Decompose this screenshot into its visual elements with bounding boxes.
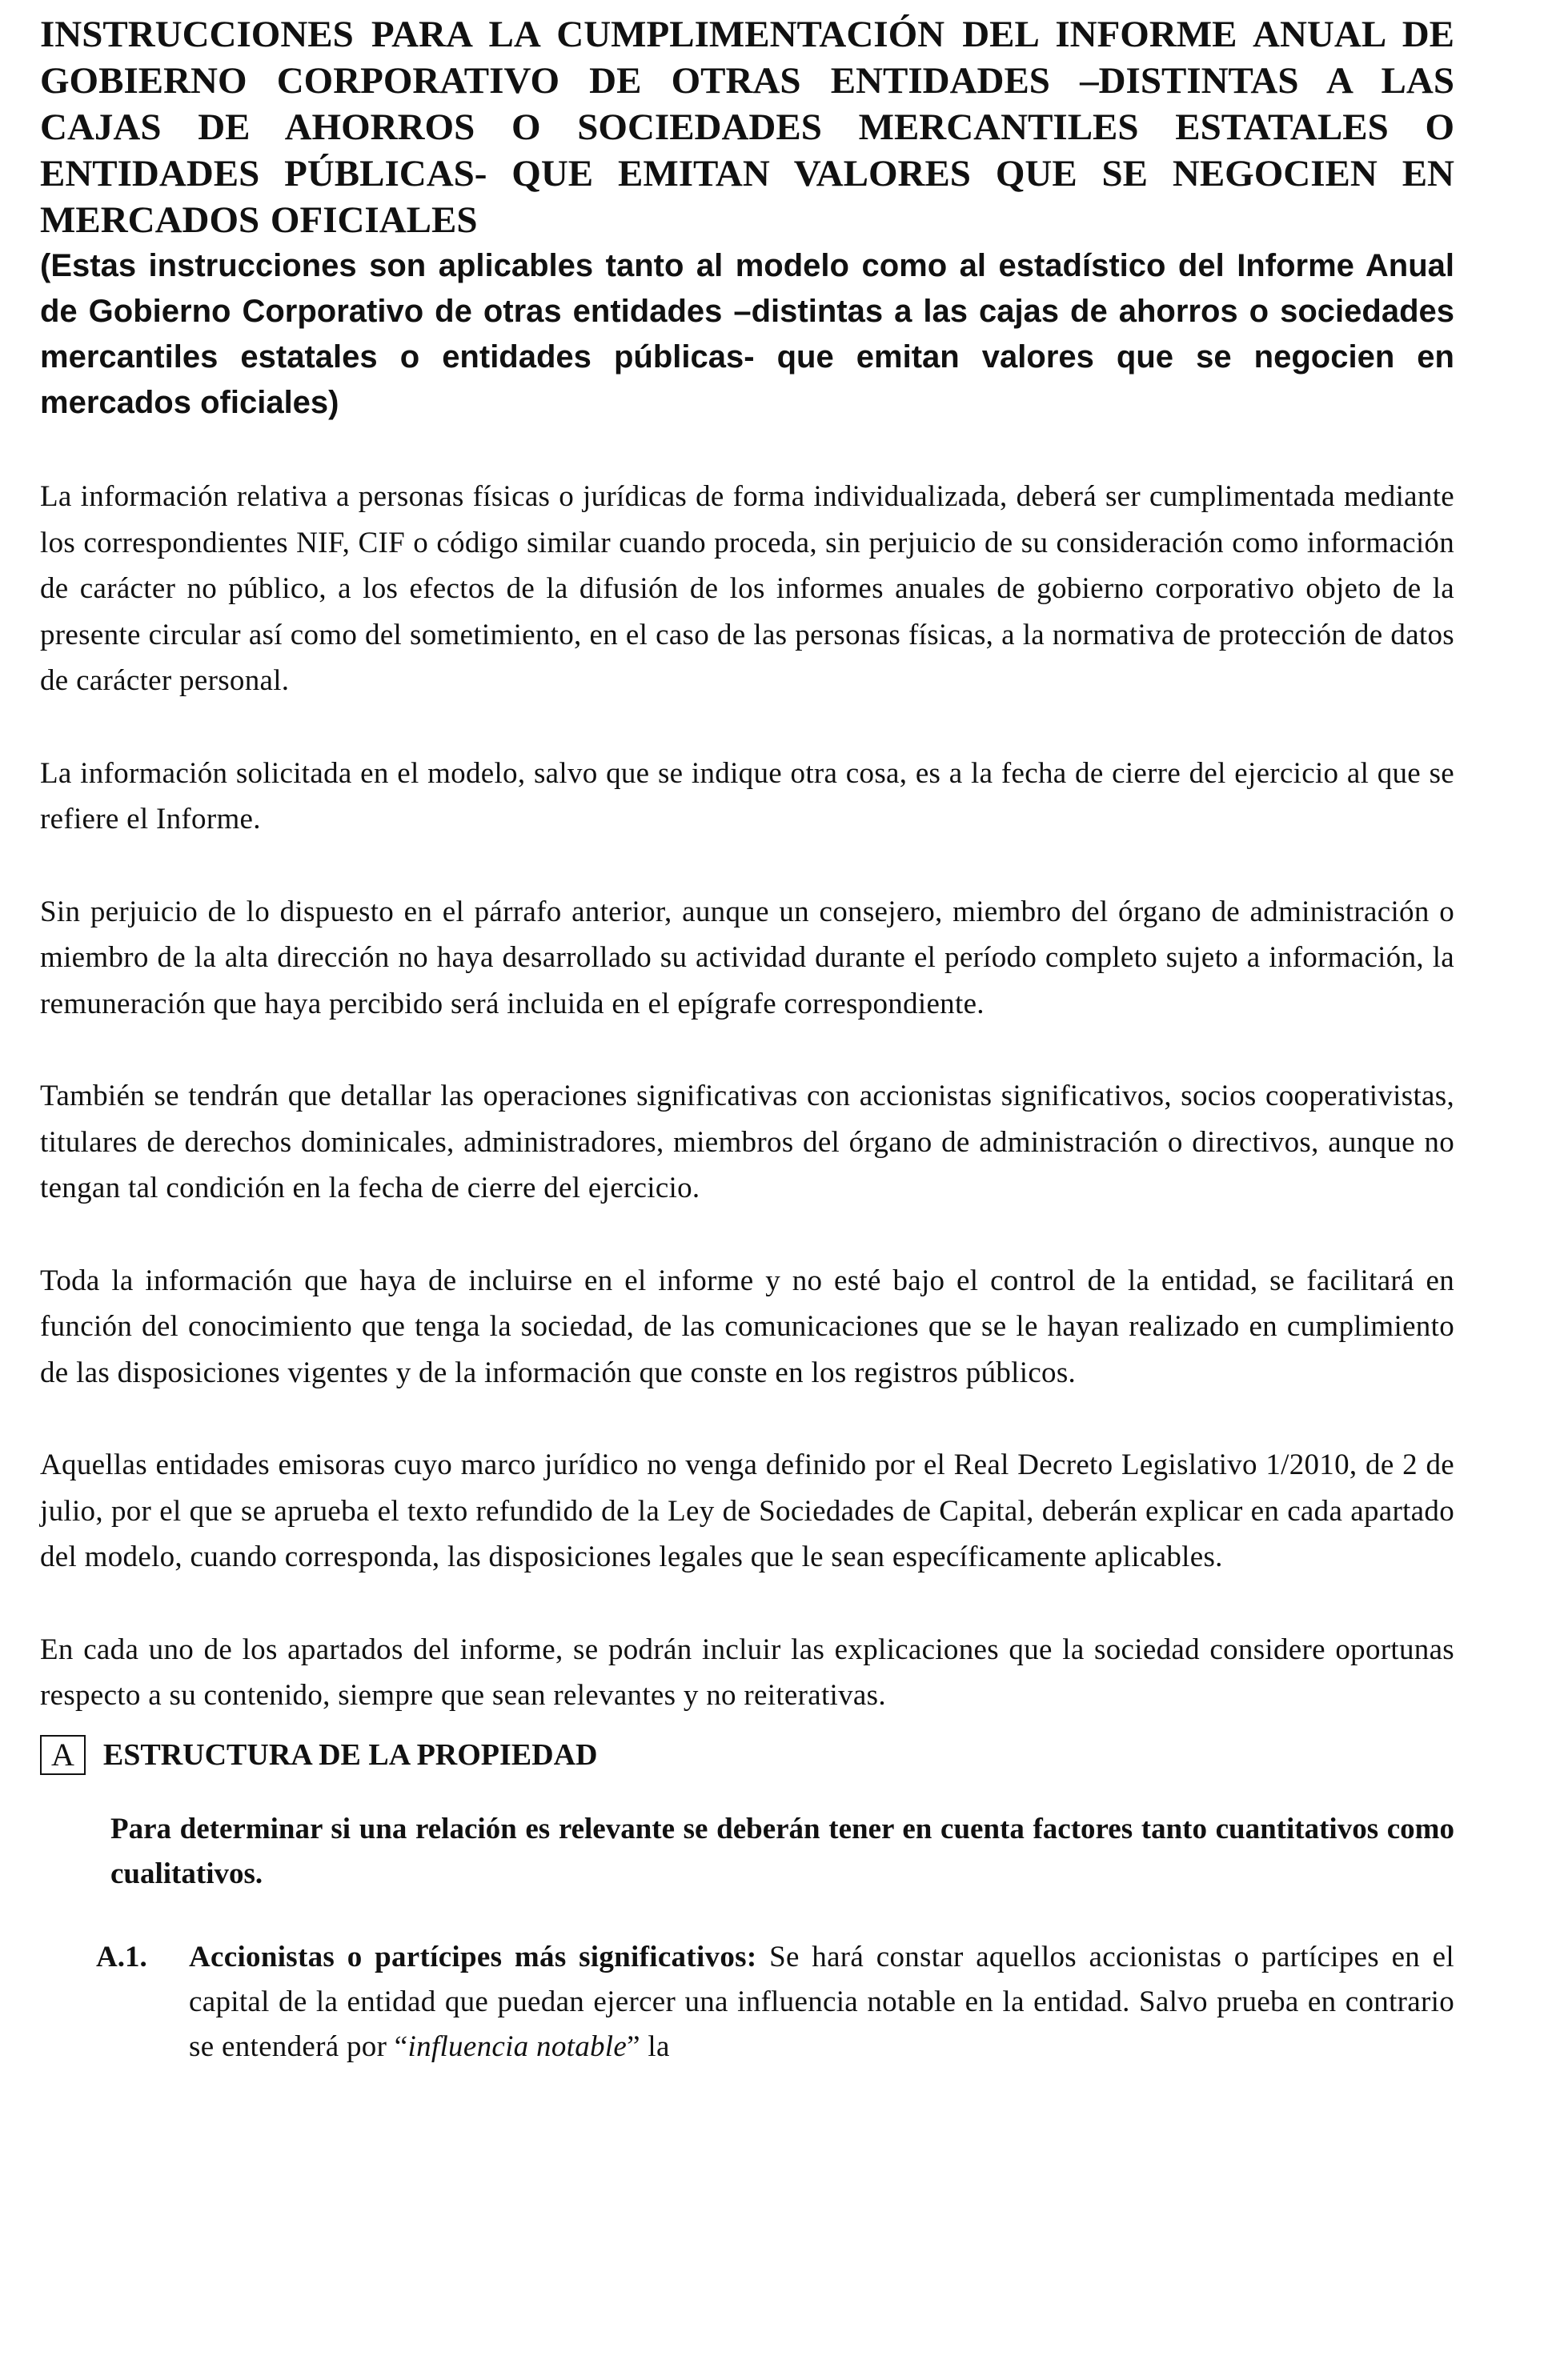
section-title: ESTRUCTURA DE LA PROPIEDAD [102, 1737, 598, 1772]
item-text-before: Se hará constar aquellos accionistas o partícipes en el capital de la entidad que puedan ejercer una influencia notable en la entidad. Salvo prueba en contrario se entenderá por “ [189, 1940, 1454, 2063]
paragraph-explanations: En cada uno de los apartados del informe, se podrán incluir las explicaciones que la sociedad considere oportunas respecto a su contenido, siempre que sean relevantes y no reiterativas. [40, 1633, 1454, 1712]
paragraph-remuneration: Sin perjuicio de lo dispuesto en el párrafo anterior, aunque un consejero, miembro del órgano de administración o miembro de la alta dirección no haya desarrollado su actividad durante el período completo sujeto a información, la remuneración que haya percibido será incluida en el epígrafe correspondiente. [40, 895, 1454, 1020]
document-title: INSTRUCCIONES PARA LA CUMPLIMENTACIÓN DEL INFORME ANUAL DE GOBIERNO CORPORATIVO DE OTRAS ENTIDADES –DISTINTAS A LAS CAJAS DE AHORROS O SOCIEDADES MERCANTILES ESTATALES O ENTIDADES PÚBLICAS- QUE EMITAN VALORES QUE SE NEGOCIEN EN MERCADOS OFICIALES [40, 14, 1454, 241]
item-italic-term: influencia notable [407, 2029, 628, 2063]
paragraph-significant-operations: También se tendrán que detallar las operaciones significativas con accionistas significativos, socios cooperativistas, titulares de derechos dominicales, administradores, miembros del órgano de administración o directivos, aunque no tengan tal condición en la fecha de cierre del ejercicio. [40, 1080, 1454, 1204]
paragraph-closing-date: La información solicitada en el modelo, salvo que se indique otra cosa, es a la fecha de cierre del ejercicio al que se refiere el Informe. [40, 756, 1454, 835]
item-label: Accionistas o partícipes más significativos: [189, 1940, 757, 1973]
section-letter-box: A [40, 1735, 86, 1775]
document-subtitle: (Estas instrucciones son aplicables tanto al modelo como al estadístico del Informe Anual de Gobierno Corporativo de otras entidades –distintas a las cajas de ahorros o sociedades mercantiles estatales o entidades públicas- que emitan valores que se negocien en mercados oficiales) [40, 248, 1454, 420]
section-a-heading [40, 1735, 1454, 1775]
paragraph-legal-framework: Aquellas entidades emisoras cuyo marco jurídico no venga definido por el Real Decreto Legislativo 1/2010, de 2 de julio, por el que se aprueba el texto refundido de la Ley de Sociedades de Capital, deberán explicar en cada apartado del modelo, cuando corresponda, las disposiciones legales que le sean específicamente aplicables. [40, 1448, 1454, 1573]
item-a1 [96, 1935, 1454, 2069]
item-number: A.1. [96, 1940, 147, 1973]
paragraph-personal-data: La información relativa a personas físicas o jurídicas de forma individualizada, deberá ser cumplimentada mediante los correspondientes NIF, CIF o código similar cuando proceda, sin perjuicio de su consideración como información de carácter no público, a los efectos de la difusión de los informes anuales de gobierno corporativo objeto de la presente circular así como del sometimiento, en el caso de las personas físicas, a la normativa de protección de datos de carácter personal. [40, 480, 1454, 697]
paragraph-information-control: Toda la información que haya de incluirse en el informe y no esté bajo el control de la entidad, se facilitará en función del conocimiento que tenga la sociedad, de las comunicaciones que se le hayan realizado en cumplimiento de las disposiciones vigentes y de la información que conste en los registros públicos. [40, 1264, 1454, 1389]
item-text-after: ” la [627, 2029, 670, 2063]
section-note: Para determinar si una relación es relevante se deberán tener en cuenta factores tanto cuantitativos como cualitativos. [110, 1812, 1454, 1890]
item-body [189, 1935, 1454, 2069]
